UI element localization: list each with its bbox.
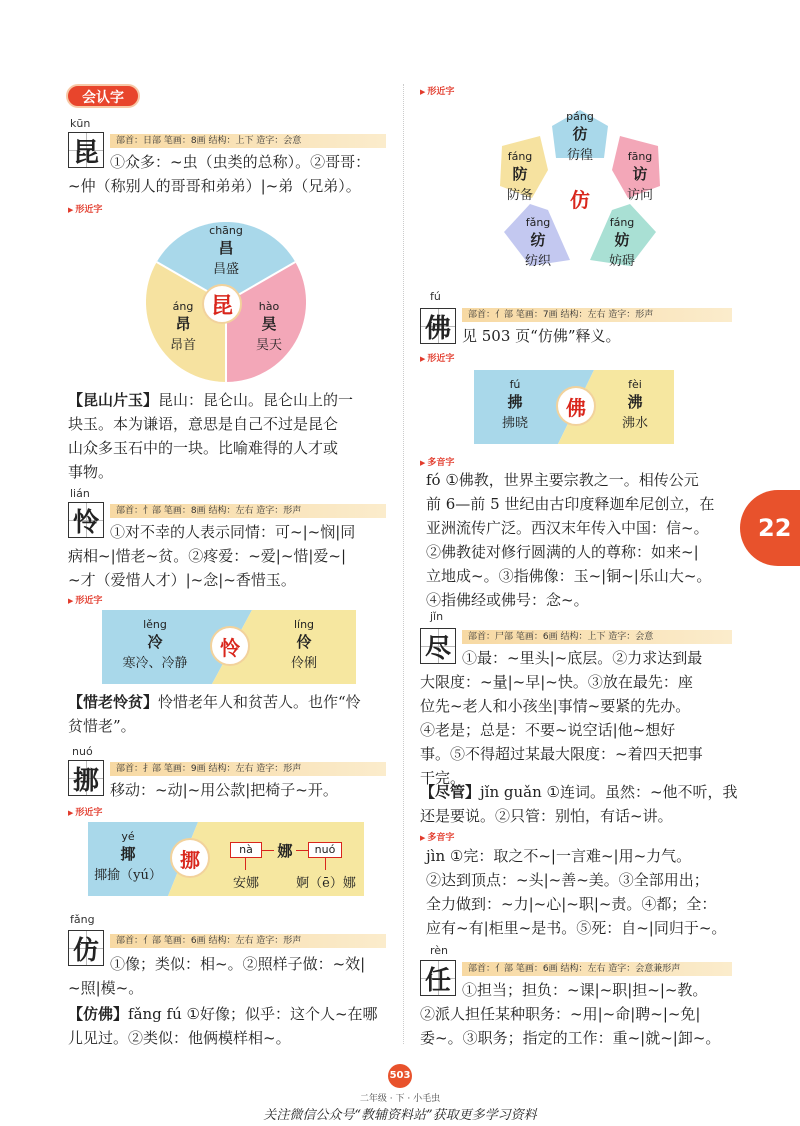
kun-idiom: 【昆山片玉】昆山：昆仑山。昆仑山上的一 块玉。本为谦语，意思是自己不过是昆仑 山众多玉石中的一块。比喻难得的人才或 事物。 [68,391,354,481]
fu-center: 佛 [556,386,596,426]
kun-left-cell: áng 昂 昂首 [169,300,196,353]
jin-compound: 【尽管】jǐn guǎn ①连词。虽然：~他不听，我 还是要说。②只管：别怕，有话~讲。 [420,783,738,825]
fu-similar-tag: ▶ 形近字 [420,351,454,364]
lian-center: 怜 [210,626,250,666]
jin-meta: 部首：尸部 笔画：6画 结构：上下 造字：会意 [462,630,732,644]
nuo-left-cell: yé 揶 揶揄（yú） [94,830,162,883]
nuo-arrow-left [262,850,274,851]
kun-diagram [146,222,306,382]
lian-def-line2: 病相~|惜老~贫。②疼爱：~爱|~惜|爱~| [68,547,347,565]
fang-pinyin: fǎng [70,913,95,926]
fu-left-cell: fú 拂 拂晓 [501,378,528,431]
jin-poly: jìn ①完：取之不~|一言难~|用~力气。 ②达到顶点：~头|~善~美。③全部用出； 全力做到：~力|~心|~职|~责。④都；全： 应有~有|柜里~是书。⑤死：自~|同归于~。 [426,847,727,937]
lian-def-line1: ①对不幸的人表示同情：可~|~悯|同 [110,523,356,541]
jin-pinyin: jǐn [430,610,444,623]
fang-char-box: 仿 [68,930,104,966]
footer-grade: 二年级 · 下 · 小毛虫 [359,1094,441,1104]
fang-diagram [480,100,680,278]
kun-similar-tag: ▶ 形近字 [68,202,102,215]
nuo-mid-char: 娜 [277,842,293,860]
fu-poly-tag: ▶ 多音字 [420,455,454,468]
lian-right-cell: líng 伶 伶俐 [290,618,317,671]
lian-def-line3: ~才（爱惜人才）|~念|~香惜玉。 [68,571,296,589]
ren-meta: 部首：亻部 笔画：6画 结构：左右 造字：会意兼形声 [462,962,732,976]
chapter-tab: 22 [740,490,800,566]
nuo-similar-tag: ▶ 形近字 [68,805,102,818]
lian-similar-tag: ▶ 形近字 [68,593,102,606]
kun-def-line2: ~仲（称别人的哥哥和弟弟）|~弟（兄弟）。 [68,177,361,195]
fu-poly: fó ①佛教，世界主要宗教之一。相传公元 前 6—前 5 世纪由古印度释迦牟尼创立，在 亚洲流传广泛。西汉末年传入中国：信~。 ②佛教徒对修行圆满的人的尊称：如来~| 立地成~。③指佛像：玉~|铜~|乐山大~。 ④指佛经或佛号：念~。 [426,471,715,609]
lian-meta: 部首：忄部 笔画：8画 结构：左右 造字：形声 [110,504,386,518]
fang-diagram-left: fáng 防 防备 [506,150,533,203]
nuo-word-left: 安娜 [232,876,259,891]
nuo-def: 移动：~动|~用公款|把椅子~开。 [110,781,338,799]
nuo-arrow-right [296,850,308,851]
nuo-char-box: 挪 [68,760,104,796]
fang-def-line2: ~照|模~。 [68,979,144,997]
fang-diagram-bottom-right: fáng 妨 妨碍 [608,216,635,269]
fang-meta: 部首：亻部 笔画：6画 结构：左右 造字：形声 [110,934,386,948]
fang-diagram-bottom-left: fǎng 纺 纺织 [524,216,551,269]
nuo-py-left-box: nà [230,842,262,858]
nuo-line-left [245,858,246,870]
kun-char-box: 昆 [68,132,104,168]
kun-meta: 部首：日部 笔画：8画 结构：上下 造字：会意 [110,134,386,148]
footer-promo: 关注微信公众号“教辅资料站”获取更多学习资料 [263,1108,537,1123]
nuo-diagram [88,822,364,896]
lian-idiom: 【惜老怜贫】怜惜老年人和贫苦人。也作“怜 贫惜老”。 [68,693,361,735]
ren-def: ①担当；担负：~课|~职|担~|~教。 ②派人担任某种职务：~用|~命|聘~|~免| 委~。③职务；指定的工作：重~|就~|卸~。 [420,981,721,1047]
nuo-meta: 部首：扌部 笔画：9画 结构：左右 造字：形声 [110,762,386,776]
kun-pinyin: kūn [70,117,91,130]
kun-def-line1: ①众多：~虫（虫类的总称）。②哥哥： [110,153,371,171]
ren-pinyin: rèn [430,944,449,957]
fang-similar-tag: ▶ 形近字 [420,84,454,97]
ren-char-box: 任 [420,960,456,996]
lian-pinyin: lián [70,487,90,500]
fang-def-line1: ①像；类似：相~。②照样子做：~效| [110,955,366,973]
fu-def: 见 503 页“仿佛”释义。 [462,327,621,345]
fu-meta: 部首：亻部 笔画：7画 结构：左右 造字：形声 [462,308,732,322]
nuo-py-right-box: nuó [308,842,342,858]
lian-char-box: 怜 [68,502,104,538]
lian-diagram [102,610,356,684]
section-badge: 会认字 [66,84,140,108]
fang-diagram-right: fāng 访 访问 [626,150,653,203]
kun-right-cell: hào 昊 昊天 [255,300,282,353]
nuo-pinyin: nuó [72,745,93,758]
jin-char-box: 尽 [420,628,456,664]
page-number: 503 [388,1064,412,1088]
fang-diagram-center: 仿 [570,188,590,212]
nuo-center: 挪 [170,838,210,878]
lian-left-cell: lěng 冷 寒冷、冷静 [122,618,188,671]
kun-center: 昆 [202,284,242,324]
kun-top-cell: chāng 昌 昌盛 [209,224,243,277]
column-divider [403,84,404,1044]
fu-char-box: 佛 [420,308,456,344]
jin-poly-tag: ▶ 多音字 [420,830,454,843]
fang-diagram-top: páng 彷 彷徨 [566,110,594,163]
fu-right-cell: fèi 沸 沸水 [621,378,648,431]
nuo-word-right: 婀（ē）娜 [296,876,356,891]
fu-diagram [474,370,674,444]
nuo-line-right [325,858,326,870]
fang-compound: 【仿佛】fǎng fú ①好像；似乎：这个人~在哪 儿见过。②类似：他俩模样相~。 [68,1005,378,1047]
jin-def: ①最：~里头|~底层。②力求达到最 大限度：~量|~早|~快。③放在最先：座 位先~老人和小孩坐|事情~要紧的先办。 ④老是；总是：不要~说空话|他~想好 事。⑤不得超过某最大限度：~着四天把事 干完。 [420,649,703,787]
fu-pinyin: fú [430,290,441,303]
